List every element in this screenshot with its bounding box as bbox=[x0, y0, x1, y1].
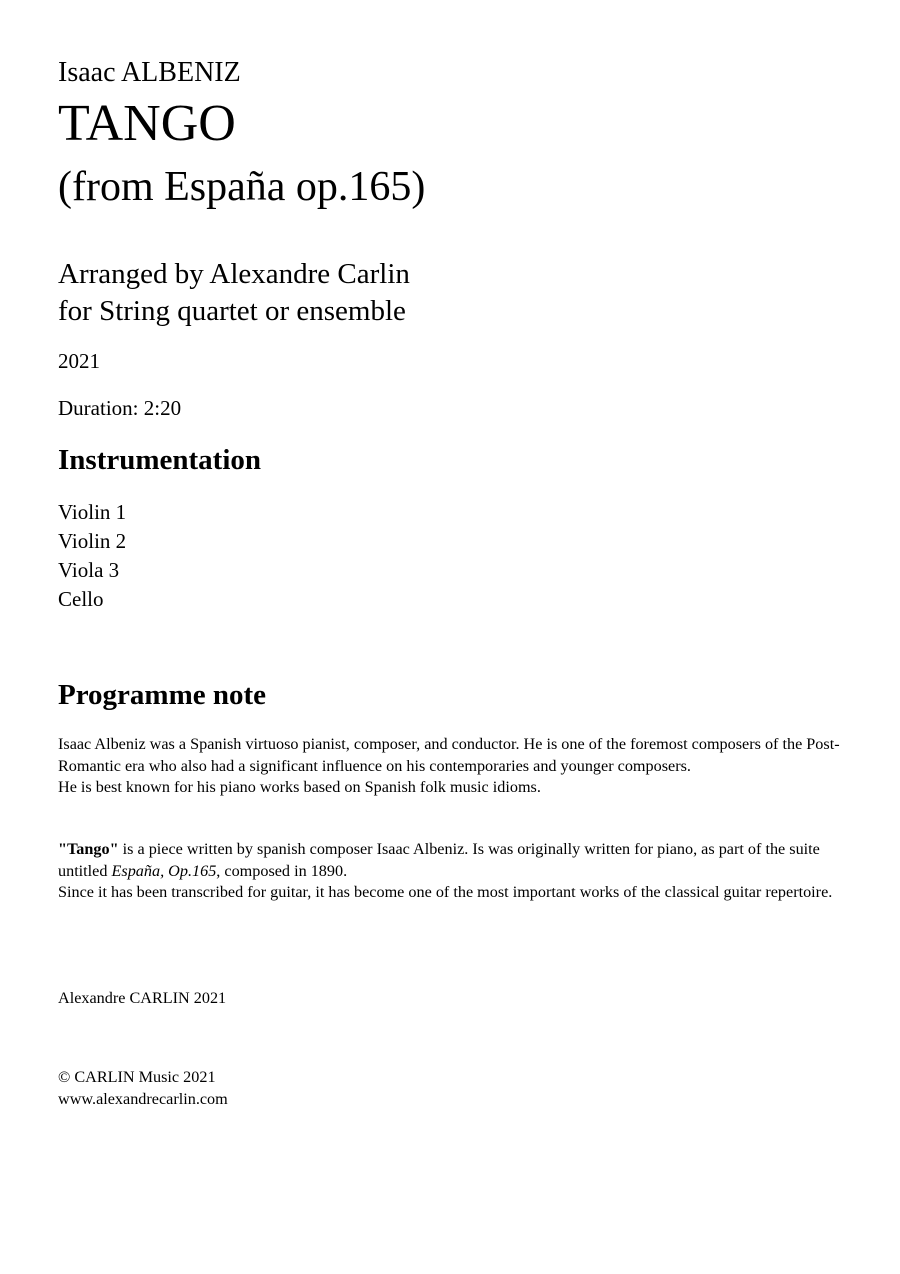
piece-subtitle: (from España op.165) bbox=[58, 164, 426, 210]
instrument-item: Violin 1 bbox=[58, 500, 127, 524]
website-link[interactable]: www.alexandrecarlin.com bbox=[58, 1089, 228, 1108]
instrument-item: Viola 3 bbox=[58, 558, 120, 582]
paragraph-text: Isaac Albeniz was a Spanish virtuoso pianist, composer, and conductor. He is one of the foremost composers of the Post-Romantic era who also had a significant influence on his contemporaries and younger composers. bbox=[58, 735, 840, 775]
paragraph-text: , composed in 1890. bbox=[216, 861, 348, 880]
piece-title: TANGO bbox=[58, 95, 236, 152]
programme-note-heading: Programme note bbox=[58, 679, 267, 711]
paragraph-text: He is best known for his piano works based on Spanish folk music idioms. bbox=[58, 778, 541, 796]
paragraph-sentence bbox=[58, 839, 848, 882]
work-name-italic: España, Op.165 bbox=[111, 861, 217, 880]
instrument-item: Cello bbox=[58, 587, 104, 611]
copyright-block bbox=[58, 1067, 228, 1110]
copyright-notice: © CARLIN Music 2021 bbox=[58, 1068, 216, 1086]
duration: Duration: 2:20 bbox=[58, 396, 182, 420]
paragraph-text: Since it has been transcribed for guitar, it has become one of the most important works of the classical guitar repertoire. bbox=[58, 883, 833, 901]
paragraph-text: is a piece written by spanish composer Isaac Albeniz. Is was originally written for piano, as part of the suite untitled bbox=[58, 840, 820, 880]
programme-note-paragraph-2 bbox=[58, 839, 848, 904]
instrumentation-heading: Instrumentation bbox=[58, 444, 262, 476]
year: 2021 bbox=[58, 349, 100, 373]
arrangement-info bbox=[58, 256, 410, 330]
arranger-line: Arranged by Alexandre Carlin bbox=[58, 258, 410, 290]
signature: Alexandre CARLIN 2021 bbox=[58, 989, 227, 1007]
instrument-list bbox=[58, 498, 126, 614]
composer-name: Isaac ALBENIZ bbox=[58, 57, 241, 88]
instrument-item: Violin 2 bbox=[58, 529, 127, 553]
piece-name-bold: "Tango" bbox=[58, 840, 119, 858]
programme-note-paragraph-1 bbox=[58, 734, 848, 799]
ensemble-line: for String quartet or ensemble bbox=[58, 295, 406, 327]
